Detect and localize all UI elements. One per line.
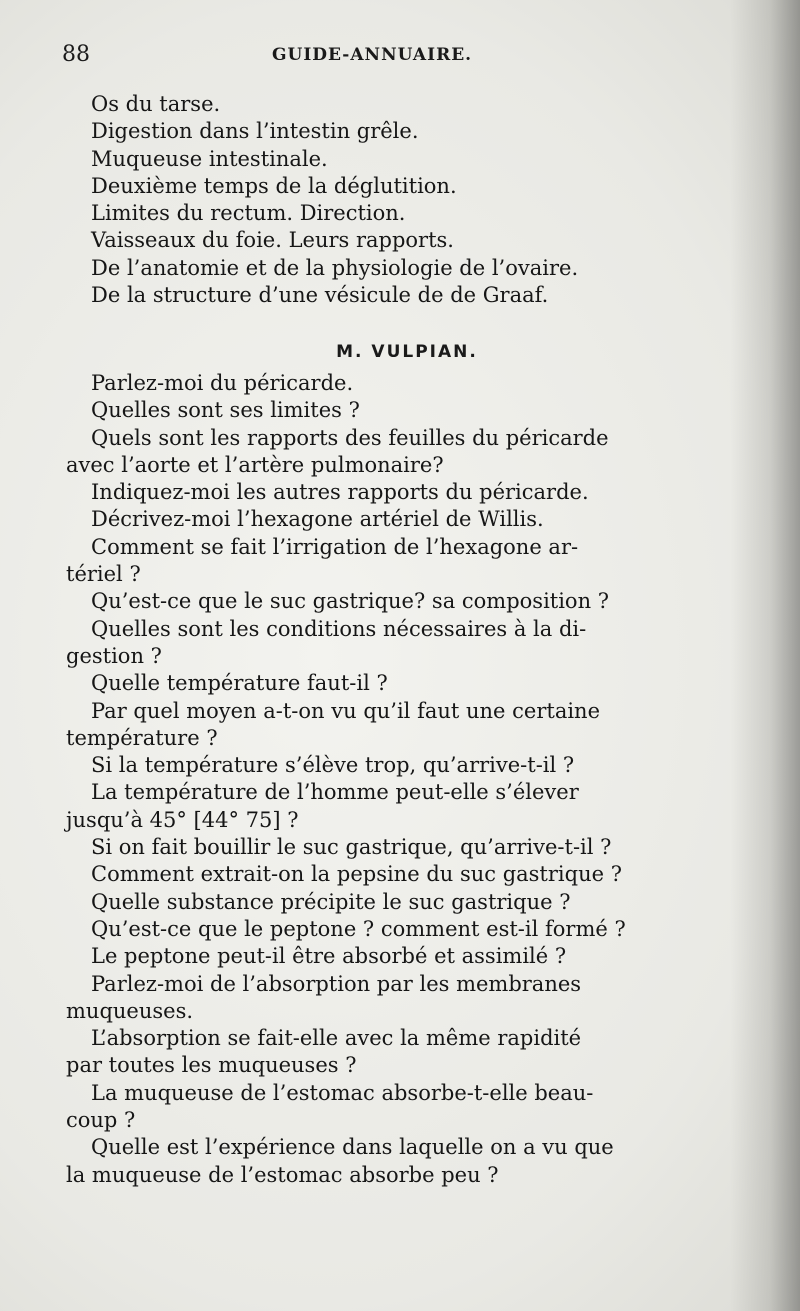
text-line: coup ? xyxy=(66,1108,136,1133)
text-line: Comment extrait-on la pepsine du suc gastrique ? xyxy=(91,862,622,887)
text-line: L’absorption se fait-elle avec la même rapidité xyxy=(91,1026,582,1051)
text-line: Par quel moyen a-t-on vu qu’il faut une certaine xyxy=(91,698,601,723)
page-number: 88 xyxy=(62,42,90,67)
text-line: température ? xyxy=(66,725,218,750)
text-line: Quelle est l’expérience dans laquelle on a vu que xyxy=(91,1135,614,1160)
text-line: Parlez-moi de l’absorption par les membranes xyxy=(91,971,582,996)
section-heading-text: M. VULPIAN. xyxy=(336,342,478,362)
question-list-previous xyxy=(66,91,738,309)
running-title: GUIDE-ANNUAIRE. xyxy=(272,45,473,65)
text-line: Deuxième temps de la déglutition. xyxy=(91,173,457,198)
text-line: gestion ? xyxy=(66,643,162,668)
text-line: Limites du rectum. Direction. xyxy=(91,201,406,226)
text-line: Comment se fait l’irrigation de l’hexagone ar- xyxy=(91,534,579,559)
text-line: avec l’aorte et l’artère pulmonaire? xyxy=(66,452,444,477)
text-line: Muqueuse intestinale. xyxy=(91,146,328,171)
text-line: tériel ? xyxy=(66,562,141,587)
text-line: De l’anatomie et de la physiologie de l’ovaire. xyxy=(91,255,579,280)
text-line: Quelles sont ses limites ? xyxy=(91,398,360,423)
text-line: Parlez-moi du péricarde. xyxy=(91,371,354,395)
text-line: La muqueuse de l’estomac absorbe-t-elle beau- xyxy=(91,1080,594,1105)
text-line: par toutes les muqueuses ? xyxy=(66,1053,357,1078)
text-line: Si on fait bouillir le suc gastrique, qu’arrive-t-il ? xyxy=(91,835,612,860)
text-line: muqueuses. xyxy=(66,998,194,1023)
text-line: Décrivez-moi l’hexagone artériel de Willis. xyxy=(91,507,544,532)
section-heading xyxy=(0,342,800,362)
text-line: Quelle substance précipite le suc gastrique ? xyxy=(91,889,571,914)
text-line: Os du tarse. xyxy=(91,92,221,116)
text-line: La température de l’homme peut-elle s’élever xyxy=(91,780,579,805)
running-head xyxy=(62,42,722,76)
text-line: Qu’est-ce que le suc gastrique? sa composition ? xyxy=(91,589,610,614)
text-line: Le peptone peut-il être absorbé et assimilé ? xyxy=(91,944,567,969)
text-line: la muqueuse de l’estomac absorbe peu ? xyxy=(66,1162,499,1187)
text-line: Si la température s’élève trop, qu’arrive-t-il ? xyxy=(91,753,575,778)
text-line: Qu’est-ce que le peptone ? comment est-il formé ? xyxy=(91,916,626,941)
question-list-vulpian xyxy=(66,370,738,1189)
text-line: jusqu’à 45° [44° 75] ? xyxy=(66,807,299,832)
text-line: De la structure d’une vésicule de de Graaf. xyxy=(91,283,549,308)
text-line: Vaisseaux du foie. Leurs rapports. xyxy=(91,228,454,253)
text-line: Quelle température faut-il ? xyxy=(91,671,388,696)
text-line: Quels sont les rapports des feuilles du péricarde xyxy=(91,425,609,450)
text-line: Indiquez-moi les autres rapports du péricarde. xyxy=(91,480,589,505)
text-line: Quelles sont les conditions nécessaires à la di- xyxy=(91,616,587,641)
text-line: Digestion dans l’intestin grêle. xyxy=(91,119,419,144)
